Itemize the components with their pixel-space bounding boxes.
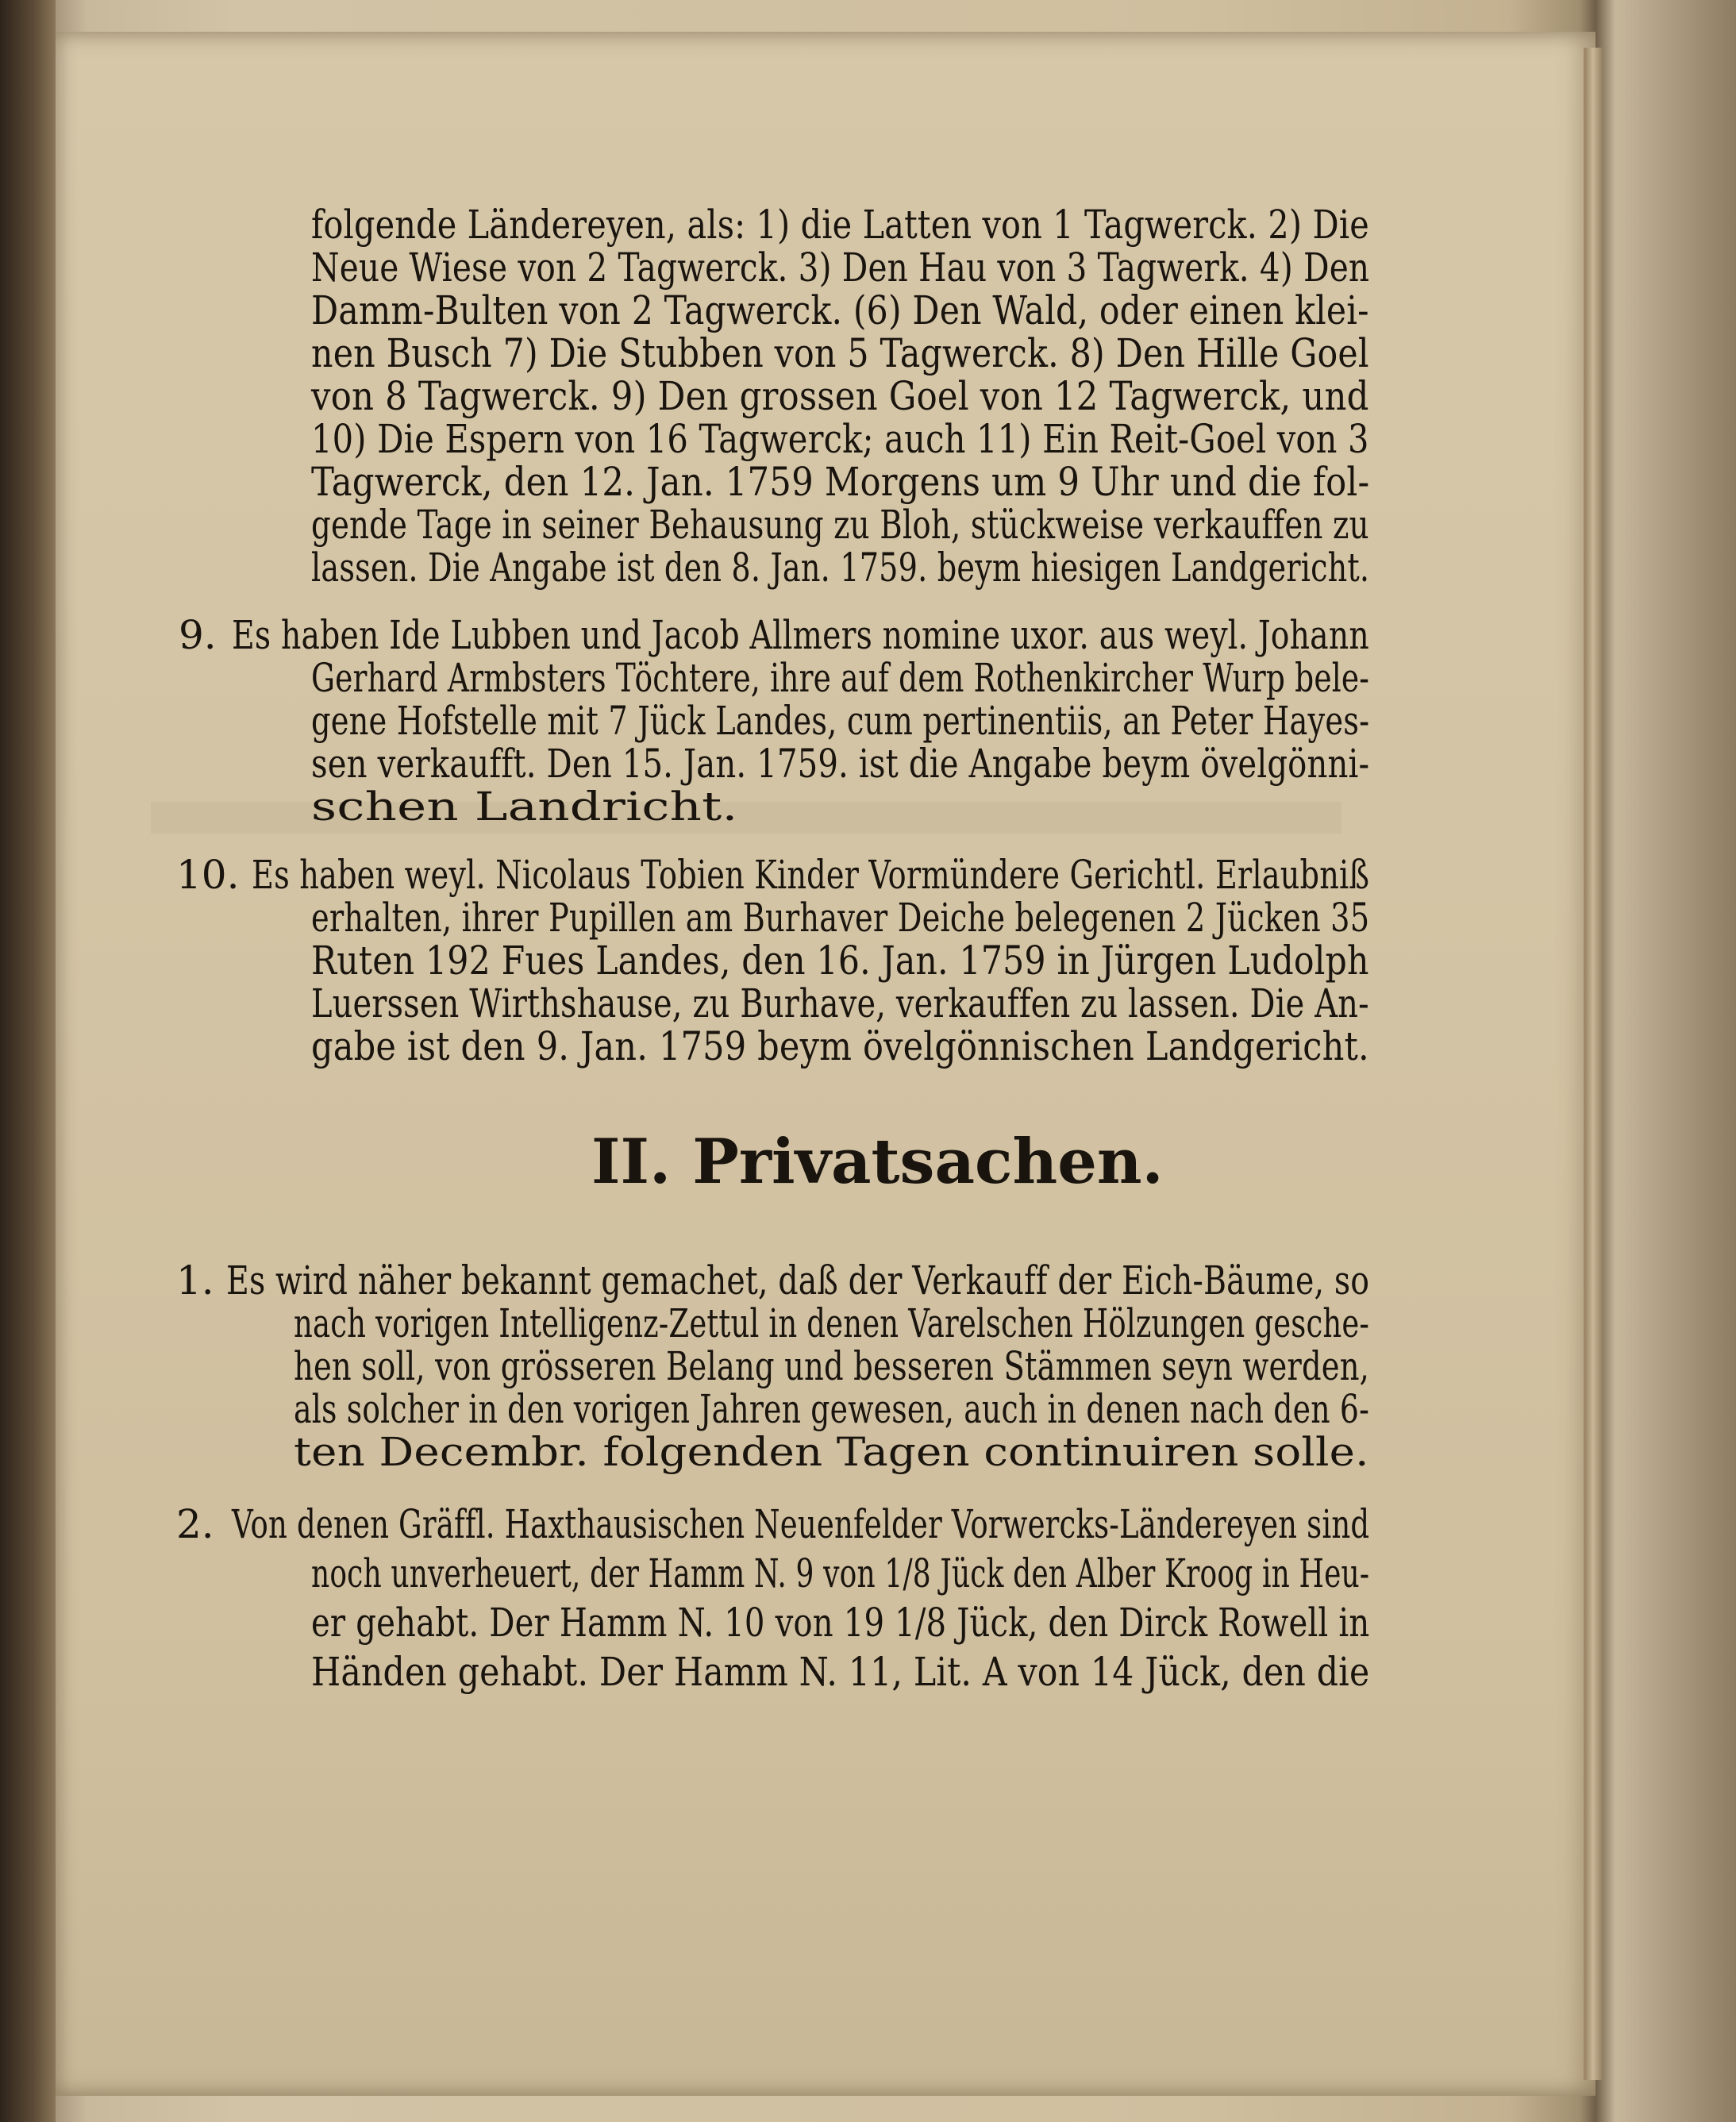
text-line: folgende Ländereyen, als: 1) die Latten von 1 Tagwerck. 2) Die — [311, 202, 1369, 248]
text-line: Ruten 192 Fues Landes, den 16. Jan. 1759 in Jürgen Ludolph — [311, 938, 1369, 984]
text-line: Es haben weyl. Nicolaus Tobien Kinder Vormündere Gerichtl. Erlaubniß — [252, 852, 1370, 898]
text-line: nen Busch 7) Die Stubben von 5 Tagwerck. 8) Den Hille Goel — [311, 330, 1369, 376]
entry-number: 9. — [179, 612, 217, 658]
text-line: Es haben Ide Lubben und Jacob Allmers nomine uxor. aus weyl. Johann — [232, 612, 1369, 658]
text-line: ten Decembr. folgenden Tagen continuiren solle. — [294, 1429, 1369, 1475]
text-line: Damm-Bulten von 2 Tagwerck. (6) Den Wald, oder einen klei- — [311, 287, 1369, 333]
text-line: Tagwerck, den 12. Jan. 1759 Morgens um 9 Uhr und die fol- — [311, 459, 1370, 505]
text-line: lassen. Die Angabe ist den 8. Jan. 1759. beym hiesigen Landgericht. — [311, 545, 1370, 591]
text-line: sen verkaufft. Den 15. Jan. 1759. ist die Angabe beym övelgönni- — [311, 741, 1370, 787]
entry-number: 2. — [176, 1501, 214, 1547]
text-line: hen soll, von grösseren Belang und besseren Stämmen seyn werden, — [294, 1343, 1370, 1389]
section-heading: II. Privatsachen. — [591, 1126, 1164, 1198]
entry-number: 10. — [176, 852, 240, 898]
text-line: noch unverheuert, der Hamm N. 9 von 1/8 Jück den Alber Kroog in Heu- — [311, 1550, 1370, 1596]
text-line: gabe ist den 9. Jan. 1759 beym övelgönnischen Landgericht. — [311, 1023, 1369, 1069]
text-line: Händen gehabt. Der Hamm N. 11, Lit. A von 14 Jück, den die — [311, 1649, 1370, 1695]
text-line: schen Landricht. — [311, 784, 738, 830]
text-line: nach vorigen Intelligenz-Zettul in denen Varelschen Hölzungen gesche- — [294, 1300, 1370, 1346]
text-line: 10) Die Espern von 16 Tagwerck; auch 11) Ein Reit-Goel von 3 — [311, 416, 1369, 462]
entry-number: 1. — [176, 1257, 214, 1304]
text-line: Luerssen Wirthshause, zu Burhave, verkauffen zu lassen. Die An- — [311, 980, 1369, 1026]
text-line: erhalten, ihrer Pupillen am Burhaver Deiche belegenen 2 Jücken 35 — [311, 895, 1370, 941]
text-line: gene Hofstelle mit 7 Jück Landes, cum pertinentiis, an Peter Hayes- — [311, 698, 1370, 744]
facing-page-edge — [0, 0, 56, 2122]
text-line: gende Tage in seiner Behausung zu Bloh, stückweise verkauffen zu — [311, 502, 1369, 548]
text-line: er gehabt. Der Hamm N. 10 von 19 1/8 Jück, den Dirck Rowell in — [311, 1600, 1370, 1646]
text-line: Gerhard Armbsters Töchtere, ihre auf dem Rothenkircher Wurp bele- — [311, 655, 1370, 701]
text-line: von 8 Tagwerck. 9) Den grossen Goel von 12 Tagwerck, und — [311, 373, 1369, 419]
page-fore-edge — [1584, 48, 1603, 2080]
text-line: Neue Wiese von 2 Tagwerck. 3) Den Hau von 3 Tagwerk. 4) Den — [311, 245, 1370, 291]
text-line: Von denen Gräffl. Haxthausischen Neuenfelder Vorwercks-Ländereyen sind — [232, 1501, 1370, 1547]
text-line: Es wird näher bekannt gemachet, daß der Verkauff der Eich-Bäume, so — [226, 1257, 1370, 1304]
text-line: als solcher in den vorigen Jahren gewesen, auch in denen nach den 6- — [294, 1386, 1370, 1432]
